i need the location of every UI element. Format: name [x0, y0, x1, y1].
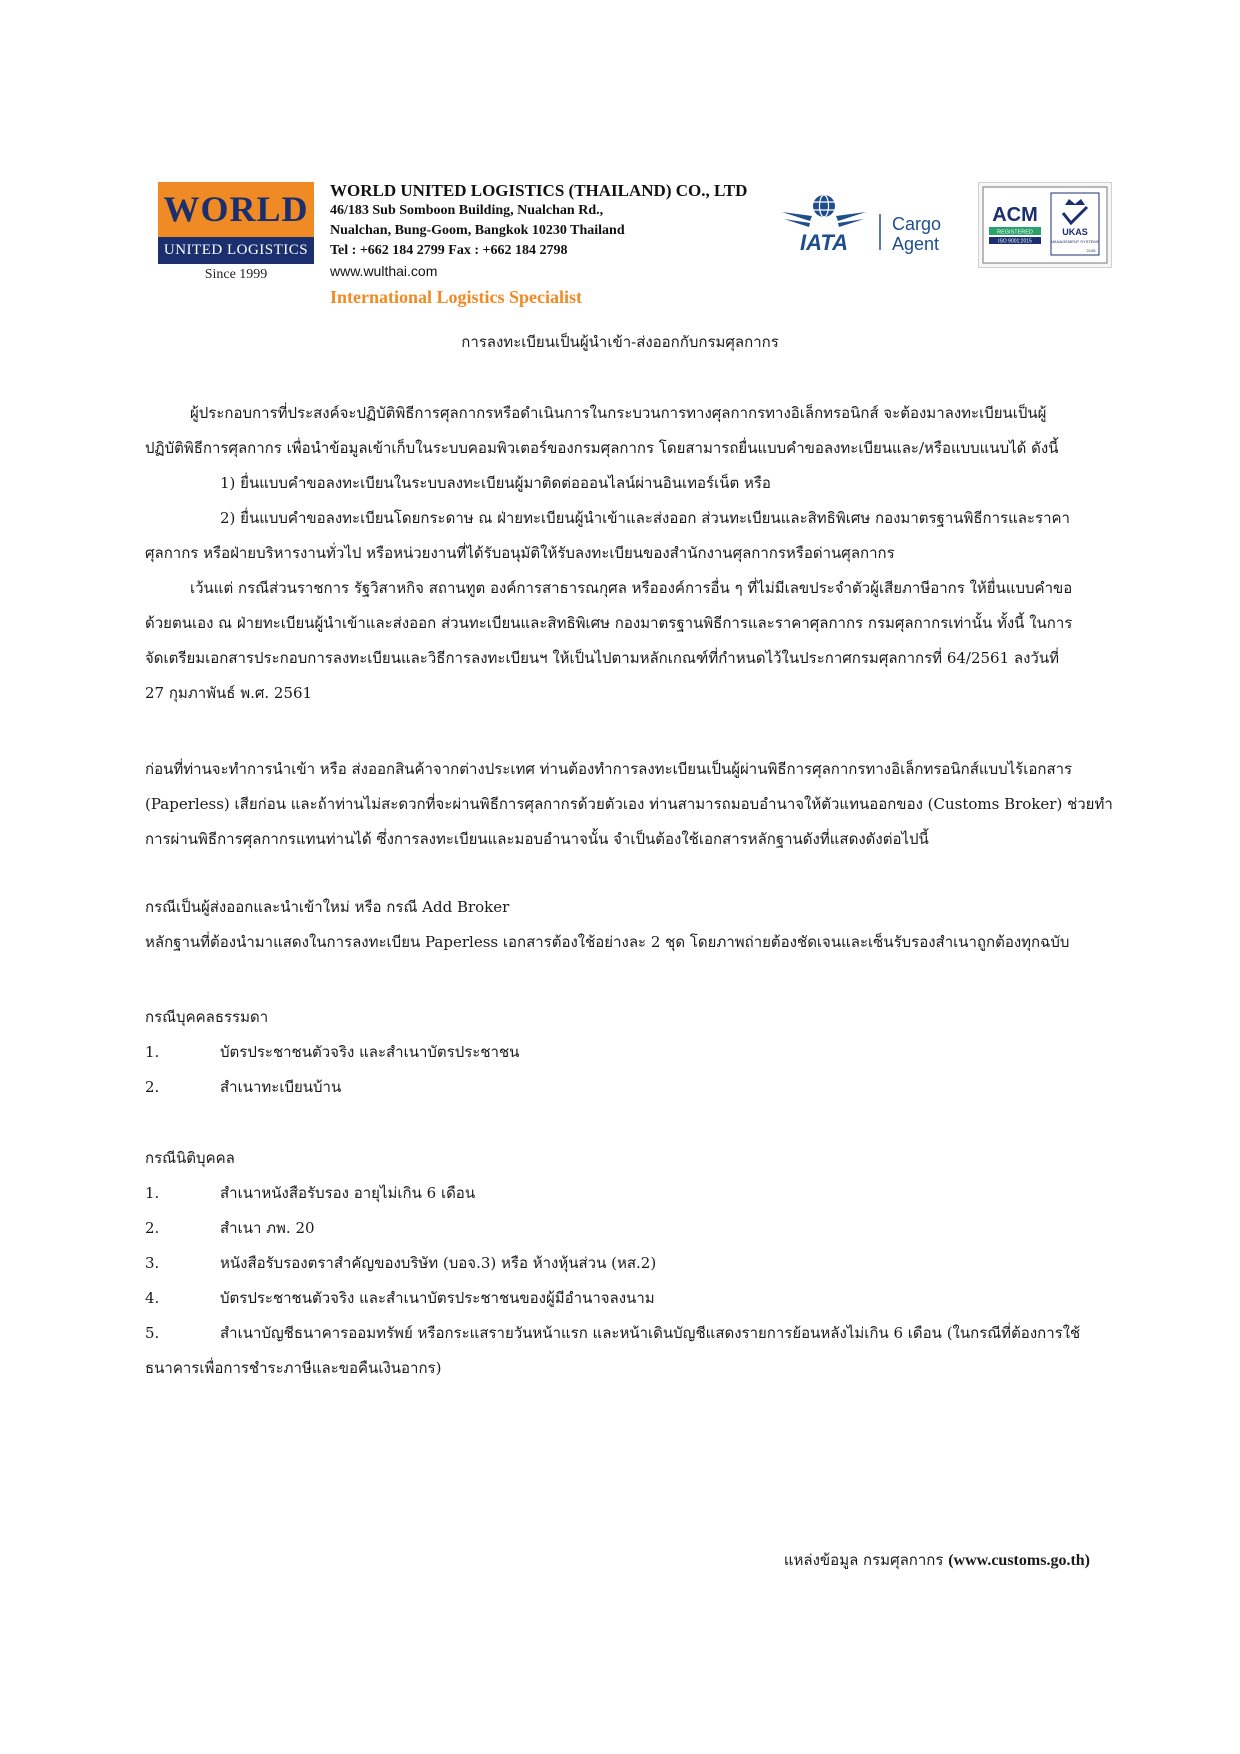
globe-icon	[813, 195, 835, 217]
website-link[interactable]: www.wulthai.com	[330, 263, 438, 279]
before-line: ก่อนที่ท่านจะทำการนำเข้า หรือ ส่งออกสินค้าจากต่างประเทศ ท่านต้องทำการลงทะเบียนเป็นผู้ผ่านพิธีการศุลกากรทางอิเล็กทรอนิกส์แบบไร้เอกสาร	[145, 760, 1073, 778]
address-line-2: Nualchan, Bung-Goom, Bangkok 10230 Thailand	[330, 223, 625, 238]
acm-ukas-certification	[978, 182, 1112, 268]
logo-united-logistics-text: UNITED LOGISTICS	[158, 237, 314, 264]
natural-person-section	[145, 1000, 1095, 1105]
intro-paragraph	[145, 396, 1085, 711]
list-item: 2. สำเนา ภพ. 20	[145, 1219, 315, 1237]
list-item: 4. บัตรประชาชนตัวจริง และสำเนาบัตรประชาชนของผู้มีอำนาจลงนาม	[145, 1289, 655, 1307]
company-logo	[158, 182, 314, 264]
case-requirement: หลักฐานที่ต้องนำมาแสดงในการลงทะเบียน Paperless เอกสารต้องใช้อย่างละ 2 ชุด โดยภาพถ่ายต้องชัดเจนและเซ็นรับรองสำเนาถูกต้องทุกฉบับ	[145, 933, 1070, 951]
intro-line: จัดเตรียมเอกสารประกอบการลงทะเบียนและวิธีการลงทะเบียนฯ ให้เป็นไปตามหลักเกณฑ์ที่กำหนดไว้ในประกาศกรมศุลกากรที่ 64/2561 ลงวันที่	[145, 649, 1059, 667]
juristic-person-heading: กรณีนิติบุคคล	[145, 1149, 235, 1167]
source-label: แหล่งข้อมูล กรมศุลกากร	[783, 1551, 944, 1569]
phone-fax: Tel : +662 184 2799 Fax : +662 184 2798	[330, 243, 568, 258]
since-year: Since 1999	[204, 267, 268, 282]
iata-cargo-agent-logo	[780, 192, 950, 256]
agent-text: Agent	[892, 234, 940, 254]
intro-line: ผู้ประกอบการที่ประสงค์จะปฏิบัติพิธีการศุลกากรหรือดำเนินการในกระบวนการทางศุลกากรทางอิเล็กทรอนิกส์ จะต้องมาลงทะเบียนเป็นผู้	[190, 404, 1047, 422]
list-item-continuation: ธนาคารเพื่อการชำระภาษีและขอคืนเงินอากร)	[145, 1359, 442, 1377]
intro-line: 27 กุมภาพันธ์ พ.ศ. 2561	[145, 684, 313, 702]
list-item: 5. สำเนาบัญชีธนาคารออมทรัพย์ หรือกระแสรายวันหน้าแรก และหน้าเดินบัญชีแสดงรายการย้อนหลังไม่เกิน 6 เดือน (ในกรณีที่ต้องการใช้	[145, 1324, 1081, 1342]
certification-logo	[979, 183, 1111, 267]
company-name: WORLD UNITED LOGISTICS (THAILAND) CO., LTD	[330, 181, 748, 200]
ukas-sub-text: MANAGEMENT SYSTEMS	[1050, 239, 1100, 244]
before-line: (Paperless) เสียก่อน และถ้าท่านไม่สะดวกที่จะผ่านพิธีการศุลกากรด้วยตัวเอง ท่านสามารถมอบอำนาจให้ตัวแทนออกของ (Customs Broker) ช่วยทำ	[145, 795, 1113, 813]
intro-line: ด้วยตนเอง ณ ฝ่ายทะเบียนผู้นำเข้าและส่งออก ส่วนทะเบียนและสิทธิพิเศษ กองมาตรฐานพิธีการและราคาศุลกากร กรมศุลกากรเท่านั้น ทั้งนี้ ในการ	[145, 614, 1073, 632]
logo-world-text: WORLD	[158, 182, 314, 237]
iata-text: IATA	[799, 230, 849, 255]
acm-registered-text: REGISTERED	[997, 229, 1033, 236]
list-item: 1. บัตรประชาชนตัวจริง และสำเนาบัตรประชาชน	[145, 1043, 520, 1061]
case-heading: กรณีเป็นผู้ส่งออกและนำเข้าใหม่ หรือ กรณี Add Broker	[145, 898, 510, 916]
option-1-line: 1) ยื่นแบบคำขอลงทะเบียนในระบบลงทะเบียนผู้มาติดต่อออนไลน์ผ่านอินเทอร์เน็ต หรือ	[220, 474, 771, 492]
exception-line: เว้นแต่ กรณีส่วนราชการ รัฐวิสาหกิจ สถานทูต องค์การสาธารณกุศล หรือองค์การอื่น ๆ ที่ไม่มีเลขประจำตัวผู้เสียภาษีอากร ให้ยื่นแบบคำขอ	[190, 579, 1073, 597]
company-info	[330, 180, 747, 311]
source-credit	[784, 1548, 1090, 1572]
cargo-text: Cargo	[892, 214, 942, 234]
option-2-line: 2) ยื่นแบบคำขอลงทะเบียนโดยกระดาษ ณ ฝ่ายทะเบียนผู้นำเข้าและส่งออก ส่วนทะเบียนและสิทธิพิเศษ กองมาตรฐานพิธีการและราคา	[220, 509, 1070, 527]
list-item: 2. สำเนาทะเบียนบ้าน	[145, 1078, 342, 1096]
address-line-1: 46/183 Sub Somboon Building, Nualchan Rd.,	[330, 203, 604, 218]
ukas-number: 2145	[1086, 248, 1096, 253]
case-paragraph	[145, 890, 1095, 960]
company-tagline: International Logistics Specialist	[330, 287, 583, 307]
before-line: การผ่านพิธีการศุลกากรแทนท่านได้ ซึ่งการลงทะเบียนและมอบอำนาจนั้น จำเป็นต้องใช้เอกสารหลักฐานดังที่แสดงดังต่อไปนี้	[145, 830, 929, 848]
intro-line: ปฏิบัติพิธีการศุลกากร เพื่อนำข้อมูลเข้าเก็บในระบบคอมพิวเตอร์ของกรมศุลกากร โดยสามารถยื่นแบบคำขอลงทะเบียนและ/หรือแบบแนบได้ ดังนี้	[145, 439, 1059, 457]
list-item: 3. หนังสือรับรองตราสำคัญของบริษัท (บอจ.3) หรือ ห้างหุ้นส่วน (หส.2)	[145, 1254, 657, 1272]
ukas-text: UKAS	[1062, 227, 1088, 237]
acm-iso-text: ISO 9001:2015	[998, 238, 1032, 245]
list-item: 1. สำเนาหนังสือรับรอง อายุไม่เกิน 6 เดือน	[145, 1184, 476, 1202]
intro-line: ศุลกากร หรือฝ่ายบริหารงานทั่วไป หรือหน่วยงานที่ได้รับอนุมัติให้รับลงทะเบียนของสำนักงานศุลกากรหรือด่านศุลกากร	[145, 544, 895, 562]
natural-person-heading: กรณีบุคคลธรรมดา	[145, 1008, 269, 1026]
acm-text: ACM	[992, 204, 1038, 226]
document-title: การลงทะเบียนเป็นผู้นำเข้า-ส่งออกกับกรมศุลกากร	[461, 333, 779, 351]
juristic-person-section	[145, 1141, 1095, 1386]
source-url[interactable]: (www.customs.go.th)	[948, 1552, 1090, 1569]
before-import-paragraph	[145, 752, 1113, 857]
